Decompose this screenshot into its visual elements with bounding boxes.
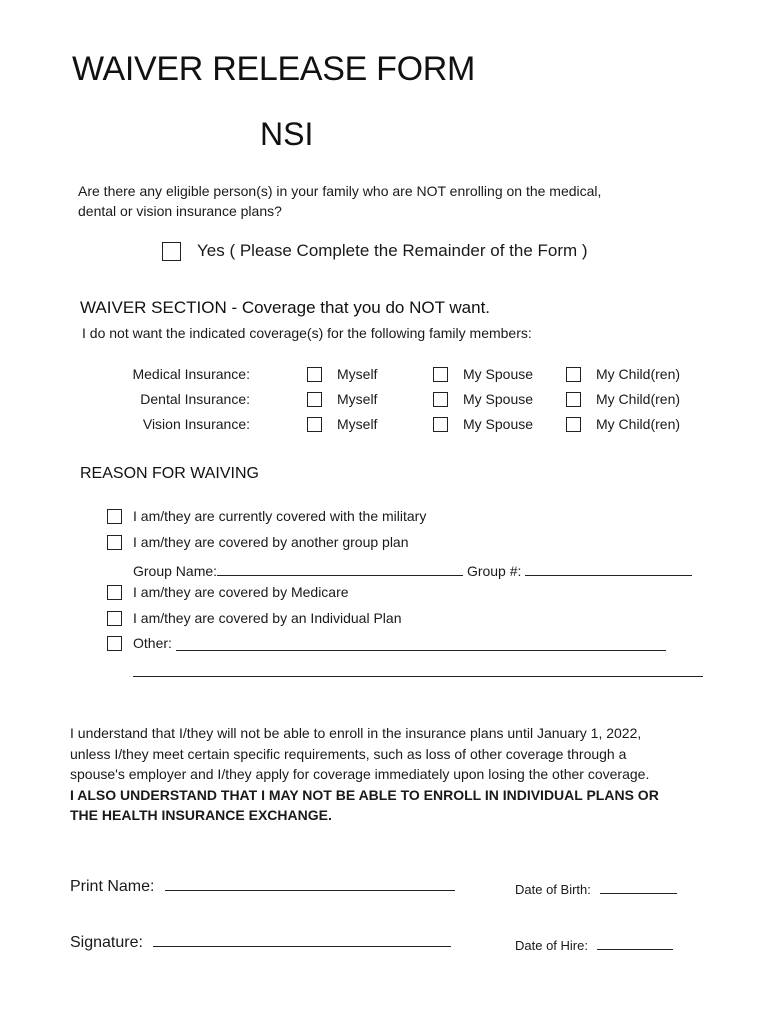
option-label: My Child(ren) — [596, 416, 681, 432]
reason-label: I am/they are currently covered with the military — [133, 508, 427, 524]
form-title: WAIVER RELEASE FORM — [72, 50, 475, 88]
option-label: Myself — [337, 391, 378, 407]
group-name-field[interactable] — [217, 561, 463, 576]
individual-plan-checkbox[interactable] — [107, 611, 122, 626]
option-label: My Child(ren) — [596, 366, 681, 382]
other-checkbox[interactable] — [107, 636, 122, 651]
medical-spouse-checkbox[interactable] — [433, 367, 448, 382]
vision-myself-option[interactable] — [307, 416, 377, 432]
reason-other[interactable] — [107, 635, 666, 651]
option-label: Myself — [337, 366, 378, 382]
statement-line-3: spouse's employer and I/they apply for coverage immediately upon losing the other coverage. — [70, 766, 650, 782]
question-line-1: Are there any eligible person(s) in your family who are NOT enrolling on the medical, — [78, 183, 602, 199]
reason-military[interactable] — [107, 508, 426, 524]
signature-field[interactable] — [153, 932, 451, 947]
yes-checkbox[interactable] — [162, 242, 181, 261]
option-label: My Spouse — [463, 416, 534, 432]
reason-heading: REASON FOR WAIVING — [80, 465, 259, 482]
dental-myself-checkbox[interactable] — [307, 392, 322, 407]
group-number-field[interactable] — [525, 561, 692, 576]
option-label: Myself — [337, 416, 378, 432]
dental-children-checkbox[interactable] — [566, 392, 581, 407]
date-of-hire-field[interactable] — [597, 935, 673, 950]
medical-insurance-label: Medical Insurance: — [132, 366, 250, 382]
vision-myself-checkbox[interactable] — [307, 417, 322, 432]
reason-label: I am/they are covered by Medicare — [133, 584, 349, 600]
date-of-birth-label: Date of Birth: — [515, 882, 591, 897]
other-field-continuation[interactable] — [133, 662, 703, 677]
yes-label: Yes ( Please Complete the Remainder of the Form ) — [197, 241, 588, 260]
waiver-instruction: I do not want the indicated coverage(s) for the following family members: — [82, 325, 532, 341]
yes-option[interactable] — [162, 241, 588, 261]
medical-children-checkbox[interactable] — [566, 367, 581, 382]
date-of-hire-row — [515, 935, 673, 953]
medical-myself-option[interactable] — [307, 366, 377, 382]
date-of-hire-label: Date of Hire: — [515, 938, 588, 953]
dental-insurance-label: Dental Insurance: — [140, 391, 250, 407]
other-field[interactable] — [176, 636, 666, 651]
group-name-row — [133, 561, 692, 579]
group-name-label: Group Name: — [133, 563, 218, 579]
understanding-statement — [70, 723, 710, 826]
vision-spouse-checkbox[interactable] — [433, 417, 448, 432]
vision-insurance-label: Vision Insurance: — [142, 416, 250, 432]
reason-medicare[interactable] — [107, 584, 349, 600]
reason-individual-plan[interactable] — [107, 610, 402, 626]
signature-label: Signature: — [70, 934, 143, 951]
medical-myself-checkbox[interactable] — [307, 367, 322, 382]
form-subtitle: NSI — [260, 116, 314, 152]
dental-spouse-checkbox[interactable] — [433, 392, 448, 407]
signature-row — [70, 932, 451, 952]
other-label: Other: — [133, 635, 172, 651]
date-of-birth-row — [515, 879, 677, 897]
reason-group-plan[interactable] — [107, 534, 409, 550]
statement-bold-line-1: I ALSO UNDERSTAND THAT I MAY NOT BE ABLE TO ENROLL IN INDIVIDUAL PLANS OR — [70, 786, 659, 803]
statement-bold-line-2: THE HEALTH INSURANCE EXCHANGE. — [70, 807, 332, 823]
option-label: My Child(ren) — [596, 391, 681, 407]
vision-children-checkbox[interactable] — [566, 417, 581, 432]
eligibility-question — [78, 181, 601, 221]
option-label: My Spouse — [463, 366, 534, 382]
group-plan-checkbox[interactable] — [107, 535, 122, 550]
reason-label: I am/they are covered by another group plan — [133, 534, 409, 550]
group-number-label: Group #: — [466, 563, 522, 579]
dental-children-option[interactable] — [566, 391, 680, 407]
reason-label: I am/they are covered by an Individual Plan — [133, 610, 402, 626]
medical-children-option[interactable] — [566, 366, 680, 382]
medical-spouse-option[interactable] — [433, 366, 533, 382]
statement-line-2: unless I/they meet certain specific requirements, such as loss of other coverage through a — [70, 745, 627, 762]
question-line-2: dental or vision insurance plans? — [78, 203, 282, 219]
print-name-field[interactable] — [165, 876, 455, 891]
vision-spouse-option[interactable] — [433, 416, 533, 432]
statement-line-1: I understand that I/they will not be able to enroll in the insurance plans until January 1, 2022, — [70, 725, 642, 741]
dental-myself-option[interactable] — [307, 391, 377, 407]
print-name-row — [70, 876, 455, 896]
medicare-checkbox[interactable] — [107, 585, 122, 600]
print-name-label: Print Name: — [70, 878, 155, 895]
military-checkbox[interactable] — [107, 509, 122, 524]
vision-children-option[interactable] — [566, 416, 680, 432]
dental-spouse-option[interactable] — [433, 391, 533, 407]
date-of-birth-field[interactable] — [600, 879, 677, 894]
waiver-section-heading: WAIVER SECTION - Coverage that you do NOT want. — [80, 298, 491, 317]
option-label: My Spouse — [463, 391, 534, 407]
